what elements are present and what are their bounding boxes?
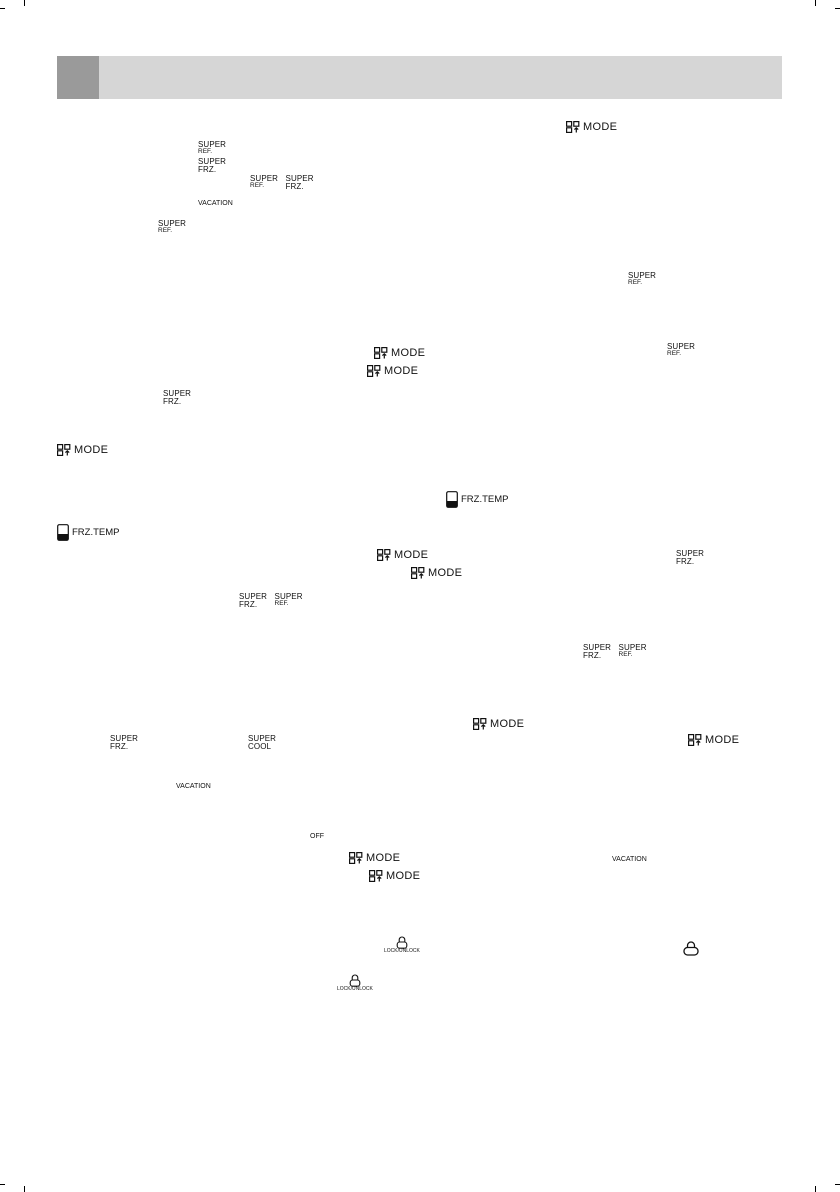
- super-frz-icon: [163, 390, 191, 406]
- thermometer-box-icon: [446, 491, 458, 508]
- mode-grid-icon: [367, 365, 381, 377]
- mode-grid-icon: [566, 121, 580, 133]
- frz-text: FRZ.: [583, 651, 602, 660]
- mode-button-label: [473, 718, 524, 730]
- super-text: SUPER: [628, 271, 657, 280]
- crop-mark: [835, 1184, 840, 1185]
- mode-grid-icon: [473, 718, 487, 730]
- mode-button-label: [367, 365, 418, 377]
- mode-label: MODE: [366, 851, 401, 864]
- frz-temp-button-label: [57, 524, 120, 541]
- frz-temp-label: FRZ.TEMP: [72, 526, 120, 538]
- mode-grid-icon: [57, 444, 71, 456]
- crop-mark: [0, 8, 5, 9]
- mode-grid-icon: [411, 567, 425, 579]
- ref-text: REF.: [274, 600, 289, 607]
- section-header-tab: [57, 56, 99, 99]
- frz-text: FRZ.: [239, 600, 258, 609]
- super-text: SUPER: [110, 734, 139, 743]
- crop-mark: [24, 0, 25, 6]
- super-ref-frz-pair: [250, 175, 317, 191]
- mode-grid-icon: [369, 870, 383, 882]
- mode-label: MODE: [490, 717, 525, 730]
- frz-text: FRZ.: [163, 397, 182, 406]
- ref-text: REF.: [667, 350, 682, 357]
- super-text: SUPER: [158, 219, 187, 228]
- super-text: SUPER: [163, 389, 192, 398]
- mode-grid-icon: [377, 549, 391, 561]
- mode-button-label: [688, 734, 739, 746]
- mode-label: MODE: [428, 566, 463, 579]
- vacation-icon: VACATION: [198, 200, 233, 207]
- lock-unlock-button-label: [337, 974, 373, 992]
- mode-label: MODE: [384, 364, 419, 377]
- mode-label: MODE: [391, 346, 426, 359]
- super-text: SUPER: [583, 643, 612, 652]
- mode-button-label: [377, 549, 428, 561]
- vacation-icon: VACATION: [612, 856, 647, 863]
- super-text: SUPER: [198, 157, 227, 166]
- mode-label: MODE: [386, 869, 421, 882]
- super-frz-ref-pair: [239, 593, 306, 609]
- super-frz-ref-pair: [583, 644, 650, 660]
- frz-temp-label: FRZ.TEMP: [461, 493, 509, 505]
- super-frz-icon: [198, 158, 226, 174]
- section-header-bar: [57, 56, 782, 99]
- super-text: SUPER: [285, 174, 314, 183]
- ref-text: REF.: [158, 227, 173, 234]
- lock-unlock-label: LOCK/UNLOCK: [337, 986, 373, 992]
- mode-button-label: [374, 347, 425, 359]
- thermometer-box-icon: [57, 524, 69, 541]
- mode-button-label: [349, 852, 400, 864]
- ref-text: REF.: [618, 651, 633, 658]
- super-frz-icon: [676, 550, 704, 566]
- crop-mark: [24, 1186, 25, 1192]
- super-ref-icon: [158, 220, 186, 235]
- frz-text: FRZ.: [285, 182, 304, 191]
- super-ref-icon: [250, 175, 278, 190]
- mode-label: MODE: [74, 443, 109, 456]
- super-ref-icon: [628, 272, 656, 287]
- super-ref-icon: [667, 343, 695, 358]
- super-text: SUPER: [274, 592, 303, 601]
- crop-mark: [835, 8, 840, 9]
- super-frz-icon: [239, 593, 267, 609]
- super-text: SUPER: [239, 592, 268, 601]
- padlock-icon: [683, 941, 699, 956]
- super-ref-icon: [275, 593, 303, 608]
- mode-button-label: [566, 121, 617, 133]
- crop-mark: [815, 1186, 816, 1192]
- crop-mark: [815, 0, 816, 6]
- mode-grid-icon: [374, 347, 388, 359]
- super-cool-icon: [248, 735, 276, 751]
- cool-text: COOL: [248, 742, 272, 751]
- frz-text: FRZ.: [110, 742, 129, 751]
- mode-label: MODE: [705, 733, 740, 746]
- super-text: SUPER: [248, 734, 277, 743]
- mode-button-label: [411, 567, 462, 579]
- mode-label: MODE: [394, 548, 429, 561]
- super-ref-icon: [198, 141, 226, 156]
- super-text: SUPER: [667, 342, 696, 351]
- super-frz-icon: [286, 175, 314, 191]
- super-frz-icon: [110, 735, 138, 751]
- ref-text: REF.: [250, 182, 265, 189]
- lock-unlock-button-label: [384, 936, 420, 954]
- mode-label: MODE: [583, 120, 618, 133]
- ref-text: REF.: [198, 148, 213, 155]
- super-text: SUPER: [618, 643, 647, 652]
- off-icon: OFF: [310, 833, 324, 840]
- frz-text: FRZ.: [198, 165, 217, 174]
- ref-text: REF.: [628, 279, 643, 286]
- super-text: SUPER: [676, 549, 705, 558]
- super-text: SUPER: [198, 140, 227, 149]
- vacation-icon: VACATION: [176, 783, 211, 790]
- mode-button-label: [57, 444, 108, 456]
- super-frz-icon: [583, 644, 611, 660]
- crop-mark: [0, 1184, 5, 1185]
- mode-grid-icon: [688, 734, 702, 746]
- super-text: SUPER: [250, 174, 279, 183]
- mode-button-label: [369, 870, 420, 882]
- frz-temp-button-label: [446, 491, 509, 508]
- lock-unlock-label: LOCK/UNLOCK: [384, 948, 420, 954]
- mode-grid-icon: [349, 852, 363, 864]
- super-ref-icon: [619, 644, 647, 659]
- frz-text: FRZ.: [676, 557, 695, 566]
